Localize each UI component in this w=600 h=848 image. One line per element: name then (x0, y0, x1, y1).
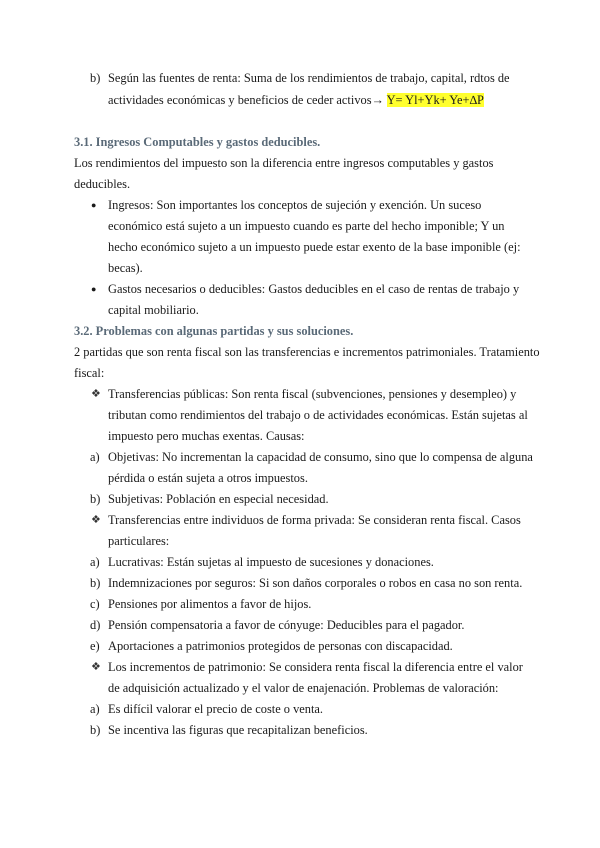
bullet-icon: ● (91, 284, 97, 294)
list-marker: a) (90, 555, 100, 569)
list-marker: a) (90, 702, 100, 716)
list-item: Es difícil valorar el precio de coste o venta. (108, 702, 324, 716)
paragraph-line: particulares: (108, 534, 170, 548)
list-marker: c) (90, 597, 100, 611)
list-marker: b) (90, 492, 101, 506)
highlighted-formula: Y= Yl+Yk+ Ye+∆P (386, 93, 484, 107)
paragraph-line: Según las fuentes de renta: Suma de los rendimientos de trabajo, capital, rdtos de (108, 71, 510, 85)
list-marker: b) (90, 723, 101, 737)
paragraph-line: becas). (108, 261, 143, 275)
diamond-bullet-icon: ❖ (91, 661, 101, 673)
bullet-icon: ● (91, 200, 97, 210)
list-item: Lucrativas: Están sujetas al impuesto de sucesiones y donaciones. (108, 555, 434, 569)
paragraph-line: Los rendimientos del impuesto son la diferencia entre ingresos computables y gastos (74, 156, 494, 170)
list-item: Pensión compensatoria a favor de cónyuge: Deducibles para el pagador. (108, 618, 465, 632)
paragraph-line: 2 partidas que son renta fiscal son las transferencias e incrementos patrimoniales. Tratamiento (74, 345, 540, 359)
paragraph-line: Objetivas: No incrementan la capacidad de consumo, sino que lo compensa de alguna (108, 450, 533, 464)
list-marker: a) (90, 450, 100, 464)
list-marker: e) (90, 639, 100, 653)
list-item: Aportaciones a patrimonios protegidos de personas con discapacidad. (108, 639, 453, 653)
list-item: Pensiones por alimentos a favor de hijos. (108, 597, 312, 611)
paragraph-line: impuesto pero muchas exentas. Causas: (108, 429, 305, 443)
paragraph-line: tributan como rendimientos del trabajo o de actividades económicas. Están sujetas al (108, 408, 528, 422)
section-heading: 3.1. Ingresos Computables y gastos deducibles. (74, 135, 321, 149)
diamond-bullet-icon: ❖ (91, 388, 101, 400)
paragraph-line: capital mobiliario. (108, 303, 199, 317)
paragraph-line: Ingresos: Son importantes los conceptos de sujeción y exención. Un suceso (108, 198, 482, 212)
paragraph-line: Los incrementos de patrimonio: Se considera renta fiscal la diferencia entre el valor (108, 660, 523, 674)
list-marker: b) (90, 576, 101, 590)
list-item: Se incentiva las figuras que recapitalizan beneficios. (108, 723, 368, 737)
paragraph-line: económico está sujeto a un impuesto cuando es parte del hecho imponible; Y un (108, 219, 505, 233)
paragraph-line: fiscal: (74, 366, 105, 380)
paragraph-line: hecho económico sujeto a un impuesto puede estar exento de la base imponible (ej: (108, 240, 521, 254)
paragraph-line: Transferencias entre individuos de forma privada: Se consideran renta fiscal. Casos (108, 513, 521, 527)
section-heading: 3.2. Problemas con algunas partidas y sus soluciones. (74, 324, 354, 338)
list-marker: b) (90, 71, 101, 85)
paragraph-line: Subjetivas: Población en especial necesidad. (108, 492, 329, 506)
paragraph-line: de adquisición actualizado y el valor de enajenación. Problemas de valoración: (108, 681, 499, 695)
list-marker: d) (90, 618, 101, 632)
paragraph-text: actividades económicas y beneficios de ceder activos→ (108, 93, 387, 107)
paragraph-line (108, 92, 484, 108)
paragraph-line: deducibles. (74, 177, 131, 191)
diamond-bullet-icon: ❖ (91, 514, 101, 526)
paragraph-line: pérdida o están sujeta a otros impuestos. (108, 471, 308, 485)
list-item: Indemnizaciones por seguros: Si son daños corporales o robos en casa no son renta. (108, 576, 523, 590)
paragraph-line: Transferencias públicas: Son renta fiscal (subvenciones, pensiones y desempleo) y (108, 387, 517, 401)
paragraph-line: Gastos necesarios o deducibles: Gastos deducibles en el caso de rentas de trabajo y (108, 282, 520, 296)
